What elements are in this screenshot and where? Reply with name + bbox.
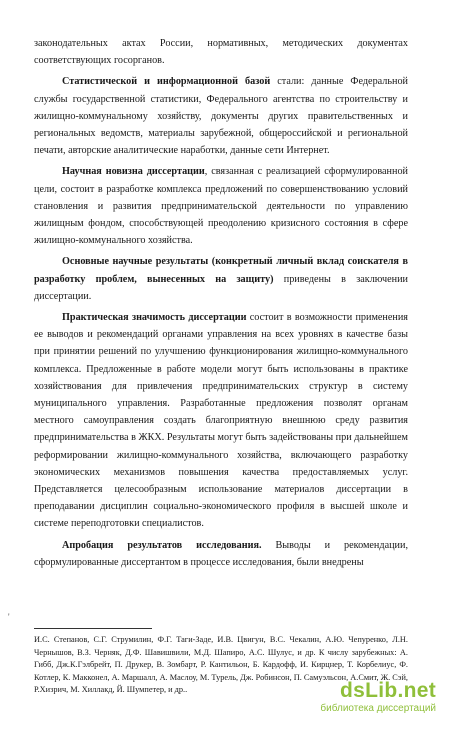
footnote-divider (34, 628, 152, 629)
bold-lead: Научная новизна диссертации (62, 166, 205, 178)
margin-mark: ' (8, 612, 10, 622)
main-text (34, 35, 408, 575)
bold-lead: Практическая значимость диссертации (62, 312, 247, 324)
watermark[interactable] (286, 679, 436, 719)
paragraph-practical (34, 309, 408, 533)
watermark-subtitle: библиотека диссертаций (320, 703, 436, 714)
bold-lead: Основные научные результаты (конкретный личный вклад соискателя в разработку проблем, вынесенных на защиту) (34, 256, 408, 285)
paragraph-approbation (34, 537, 408, 571)
paragraph-results (34, 253, 408, 305)
paragraph-text: состоит в возможности применения ее выводов и рекомендаций органами управления на всех уровнях в качестве базы при принятии решений по улучшению функционирования жилищно-коммунального комплекса. Предложенные в работе модели могут быть использованы в практике хозяйствования для привлечения предпринимательских структур в систему муниципального управления. Разработанные предложения позволят органам местного самоуправления создать благоприятную внешнюю среду развития предпринимательства в ЖКХ. Результаты могут быть задействованы при дальнейшем реформировании жилищно-коммунального хозяйства, включающего разработку экономических механизмов повышения качества предоставляемых услуг. Представляется целесообразным использование материалов диссертации в преподавании дисциплин социально-экономического профиля в высшей школе и системе переподготовки специалистов. (34, 312, 408, 530)
paragraph-novelty (34, 163, 408, 249)
bold-lead: Апробация результатов исследования. (62, 539, 262, 551)
paragraph-text: , связанная с реализацией сформулированной цели, состоит в разработке комплекса предложений по совершенствованию условий становления и развития предпринимательской деятельности по управлению жилищным фондом, способствующей преодолению кризисного состояния в сфере жилищно-коммунального хозяйства. (34, 166, 408, 247)
paragraph-data-base (34, 73, 408, 159)
paragraph-text: Выводы и рекомендации, сформулированные диссертантом в процессе исследования, были внедрены (34, 539, 408, 568)
paragraph-text: законодательных актах России, нормативных, методических документах соответствующих госорганов. (34, 38, 408, 67)
paragraph-text: стали: данные Федеральной службы государственной статистики, Федерального агентства по строительству и жилищно-коммунальному хозяйству, документы других правительственных и региональных ведомств, материалы зарубежной, общероссийской и региональной печати, авторские аналитические наработки, данные сети Интернет. (34, 76, 409, 157)
footnote-text: И.С. Степанов, С.Г. Струмилин, Ф.Г. Таги-Заде, И.В. Цвигун, В.С. Чекалин, А.Ю. Чепуренко, Л.Н. Чернышов, В.З. Черняк, Д.Ф. Шавишвили, М.Д. Шапиро, А.С. Шулус, и др. К числу зарубежных: А. Гибб, Дж.К.Гэлбрейт, П. Друкер, В. Зомбарт, Р. Кантильон, Б. Кардофф, И. Кирцнер, Т. Корбелиус, Ф. Котлер, К. Макконел, А. Маршалл, А. Маслоу, М. Турель, Дж. Робинсон, П. Самуэльсон, А.Смит, Ж. Сэй, Р.Хизрич, М. Хиллакд, Й. Шумпетер, и др.. (34, 635, 408, 695)
paragraph-text: приведены в заключении диссертации. (34, 273, 409, 302)
paragraph-continuation (34, 35, 408, 69)
watermark-logo: dsLib.net (339, 679, 436, 702)
bold-lead: Статистической и информационной базой (62, 76, 271, 88)
